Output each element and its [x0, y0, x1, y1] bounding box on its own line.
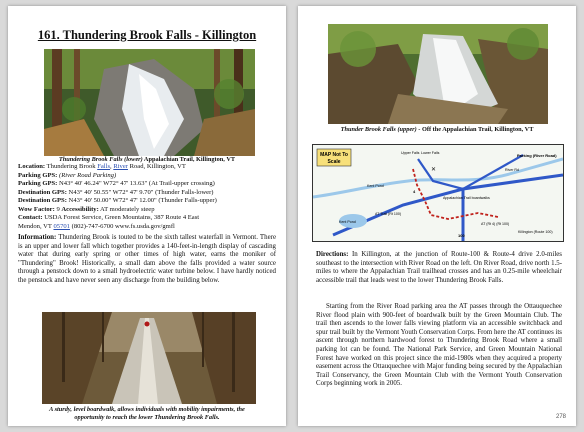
route-100-shield: 100	[458, 233, 465, 238]
caption-location: - Off the Appalachian Trail, Killington, VT	[416, 126, 534, 133]
killington-label: Killington (Route 100)	[518, 230, 553, 234]
destination-gps-upper: Destination GPS: N43° 40' 50.00" W72° 47' 12.00" (Thunder Falls-upper)	[18, 197, 217, 205]
river-rd-label: River Rd	[505, 168, 519, 172]
at-rt100-label: AT (Rt 4) (Rt 100)	[481, 222, 510, 226]
location-line: Location: Thundering Brook Falls, River Road, Killington, VT	[18, 163, 186, 170]
directions-paragraph: Directions: In Killington, at the junction of Route-100 & Route-4 drive 2.0-miles southeast to the intersection with River Road on the left. On River Road, drive north 1.5-miles to where the Appalachian Trail trailhead crosses and has an 0.25-mile wheelchair accessible trail that leads west to the lower Thundering Brook Falls.	[316, 251, 562, 284]
parking-gps-line-2: Parking GPS: N43° 40' 46.24" W72° 47' 13.63" (At Trail-upper crossing)	[18, 180, 215, 188]
right-page	[298, 6, 576, 426]
upper-falls-caption	[298, 126, 576, 134]
map-title-1: MAP Not To	[320, 152, 348, 158]
upper-falls-photo	[328, 24, 548, 124]
lower-falls-label: Lower Falls	[421, 151, 440, 155]
caption-subject: Thunder Brook Falls (upper)	[340, 126, 417, 133]
info-block	[18, 163, 280, 231]
lower-falls-photo	[44, 49, 255, 156]
trail-map-drawing	[313, 145, 563, 241]
upper-falls-image	[328, 24, 548, 124]
at-trail-label: AT Trail (Rt 100)	[375, 212, 402, 216]
boardwalk-caption: A sturdy, level boardwalk, allows individuals with mobility impairments, the opportunity to reach the lower Thundering Brook Falls.	[49, 406, 245, 421]
left-page	[8, 6, 286, 426]
directions-paragraph-2: Starting from the River Road parking area the AT passes through the Ottauquechee River flood plain with 900-feet of boardwalk built by the Green Mountain Club. The trail then ascends to the lower falls viewing platform via an accessible switchback and spur trail built by the Vermont Youth Conservation Corps. From here the AT continues its ascent through northern hardwood forest to Thundering Brook Road where a small parking lot can be found. The National Park Service, and Green Mountain National Forest have worked on this project since the mid-1980s when they acquired a property easement across the Ottauquechee with Major funding being secured by the Appalachian Trail Conservancy, the Green Mountain Club with the Vermont Youth Conservation Corps beginning work in 2005.	[316, 303, 562, 388]
kent-pond-label: Kent Pond	[367, 184, 384, 188]
boardwalk-image	[42, 312, 256, 404]
lower-falls-image	[44, 49, 255, 156]
parking-gps-line: Parking GPS: (River Road Parking)	[18, 171, 117, 179]
contact-line: Contact: USDA Forest Service, Green Mountains, 387 Route 4 East	[18, 214, 200, 222]
page-title: 161. Thundering Brook Falls - Killington	[37, 28, 257, 42]
boardwalk-photo	[42, 312, 256, 404]
route-4-shield: 4	[413, 189, 416, 194]
falls-marker-icon: ✕	[431, 167, 437, 173]
caption-location: Appalachian Trail, Killington, VT	[142, 156, 236, 163]
parking-label: Parking (River Road)	[517, 153, 557, 158]
trail-map	[312, 144, 564, 242]
kent-pond-label-2: Kent Pond	[339, 220, 356, 224]
contact-line-2: Mendon, VT 05701 (802)-747-6700 www.fs.usda.gov/gmfl	[18, 222, 175, 230]
caption-subject: Thundering Brook Falls (lower)	[58, 156, 143, 163]
destination-gps-lower: Destination GPS: N43° 40' 50.55" W72° 47' 9.70" (Thunder Falls-lower)	[18, 188, 214, 196]
boardwalks-label: Appalachian Trail boardwalks	[443, 196, 490, 200]
map-title-2: Scale	[327, 159, 341, 165]
page-number: 278	[555, 414, 566, 420]
information-paragraph: Information: Thundering Brook is touted to be the sixth tallest waterfall in Vermont. There is an upper and lower fall which together provides a 140-feet-in-length display of cascading water that during early spring or other times of high water, earns the moniker of "Thundering" Brook! Historically, a small dam above the falls provided a water source through a penstock down to a small hydroelectric water turbine below. I have hardly noticed the penstock and have never seen any discharge from the building below.	[18, 234, 276, 284]
wow-factor-line: Wow Factor: 9 Accessibility: AT moderately steep	[18, 205, 155, 213]
upper-falls-label: Upper Falls	[401, 151, 420, 155]
